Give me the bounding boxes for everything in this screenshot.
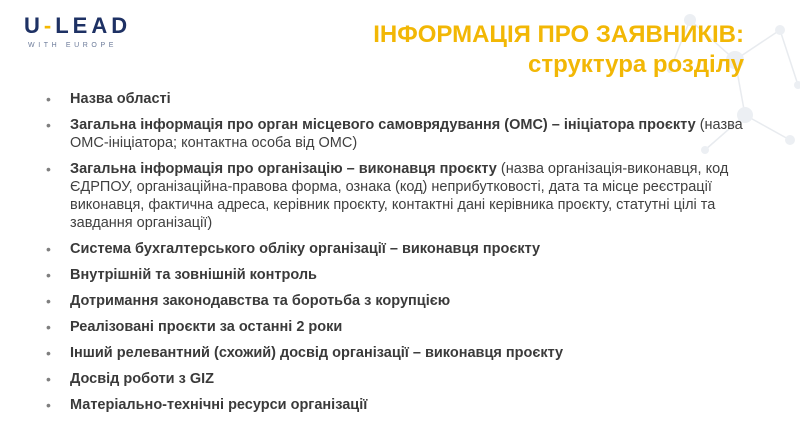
list-item xyxy=(44,266,764,284)
logo-u: U xyxy=(24,13,44,38)
list-item-heading: Матеріально-технічні ресурси організації xyxy=(70,397,368,413)
bullet-dot-icon: • xyxy=(46,161,51,177)
bullet-dot-icon: • xyxy=(46,371,51,387)
list-item-detail: (назва ОМС-ініціатора; контактна особа від ОМС) xyxy=(70,117,743,151)
bullet-dot-icon: • xyxy=(46,397,51,413)
logo-dash: - xyxy=(43,13,56,38)
list-item xyxy=(44,318,764,336)
u-lead-logo xyxy=(24,14,131,49)
list-item-heading: Загальна інформація про організацію – виконавця проєкту xyxy=(70,161,497,177)
bullet-dot-icon: • xyxy=(46,293,51,309)
logo-tagline: WITH EUROPE xyxy=(28,42,117,49)
bullet-dot-icon: • xyxy=(46,117,51,133)
list-item xyxy=(44,90,764,108)
list-item-heading: Досвід роботи з GIZ xyxy=(70,371,215,387)
list-item xyxy=(44,240,764,258)
list-item xyxy=(44,292,764,310)
bullet-dot-icon: • xyxy=(46,319,51,335)
title-line-1: ІНФОРМАЦІЯ ПРО ЗАЯВНИКІВ: xyxy=(373,21,744,48)
list-item xyxy=(44,160,764,232)
bullet-dot-icon: • xyxy=(46,345,51,361)
list-item-heading: Інший релевантний (схожий) досвід організації – виконавця проєкту xyxy=(70,345,564,361)
list-item-heading: Реалізовані проєкти за останні 2 роки xyxy=(70,319,343,335)
list-item-heading: Система бухгалтерського обліку організації – виконавця проєкту xyxy=(70,241,541,257)
list-item xyxy=(44,396,764,414)
bullet-list xyxy=(44,90,764,422)
list-item-heading: Внутрішній та зовнішній контроль xyxy=(70,267,317,283)
list-item-heading: Назва області xyxy=(70,91,171,107)
bullet-dot-icon: • xyxy=(46,267,51,283)
bullet-dot-icon: • xyxy=(46,91,51,107)
list-item-heading: Загальна інформація про орган місцевого самоврядування (ОМС) – ініціатора проєкту xyxy=(70,117,696,133)
list-item xyxy=(44,344,764,362)
page-title xyxy=(373,20,744,80)
title-line-2: структура розділу xyxy=(528,51,744,78)
list-item-detail: (назва організація-виконавця, код ЄДРПОУ, організаційна-правова форма, ознака (код) неприбутковості, дата та місце реєстрації виконавця, фактична адреса, керівник проєкту, контактні дані керівника проєкту, статутні цілі та завдання організації) xyxy=(70,161,729,231)
bullet-dot-icon: • xyxy=(46,241,51,257)
logo-lead: LEAD xyxy=(55,13,132,38)
list-item xyxy=(44,370,764,388)
list-item xyxy=(44,116,764,152)
logo-wordmark xyxy=(24,14,131,38)
list-item-heading: Дотримання законодавства та боротьба з корупцією xyxy=(70,293,451,309)
